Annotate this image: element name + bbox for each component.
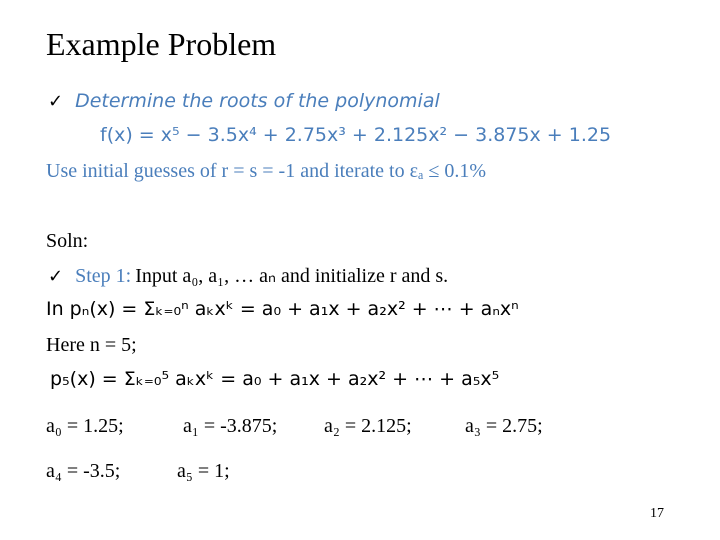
initial-guess-text: Use initial guesses of r = s = -1 and iterate to εₐ ≤ 0.1% — [46, 160, 487, 182]
check-icon: ✓ — [48, 266, 64, 287]
coef-a5: a₅ = 1; — [177, 460, 230, 482]
step-1-bullet — [48, 263, 448, 288]
check-icon: ✓ — [48, 91, 64, 112]
here-n-text: Here n = 5; — [46, 334, 137, 356]
coef-a4: a₄ = -3.5; — [46, 460, 121, 482]
step-1-label: Step 1: — [75, 265, 132, 287]
bullet-1-text: Determine the roots of the polynomial — [75, 90, 440, 112]
coef-a1: a₁ = -3.875; — [183, 415, 278, 437]
coef-a3: a₃ = 2.75; — [465, 415, 543, 437]
page-title: Example Problem — [46, 26, 277, 62]
soln-label: Soln: — [46, 230, 89, 252]
step-1-text: Input a₀, a₁, … aₙ and initialize r and s. — [135, 265, 449, 287]
bullet-1 — [48, 90, 440, 112]
pn-equation: In pₙ(x) = Σₖ₌₀ⁿ aₖxᵏ = a₀ + a₁x + a₂x² + ⋯ + aₙxⁿ — [46, 298, 519, 320]
coef-a2: a₂ = 2.125; — [324, 415, 412, 437]
p5-equation: p₅(x) = Σₖ₌₀⁵ aₖxᵏ = a₀ + a₁x + a₂x² + ⋯ + a₅x⁵ — [50, 368, 500, 390]
polynomial-equation: f(x) = x⁵ − 3.5x⁴ + 2.75x³ + 2.125x² − 3.875x + 1.25 — [100, 124, 612, 146]
coef-a0: a₀ = 1.25; — [46, 415, 124, 437]
page-number: 17 — [650, 506, 664, 521]
